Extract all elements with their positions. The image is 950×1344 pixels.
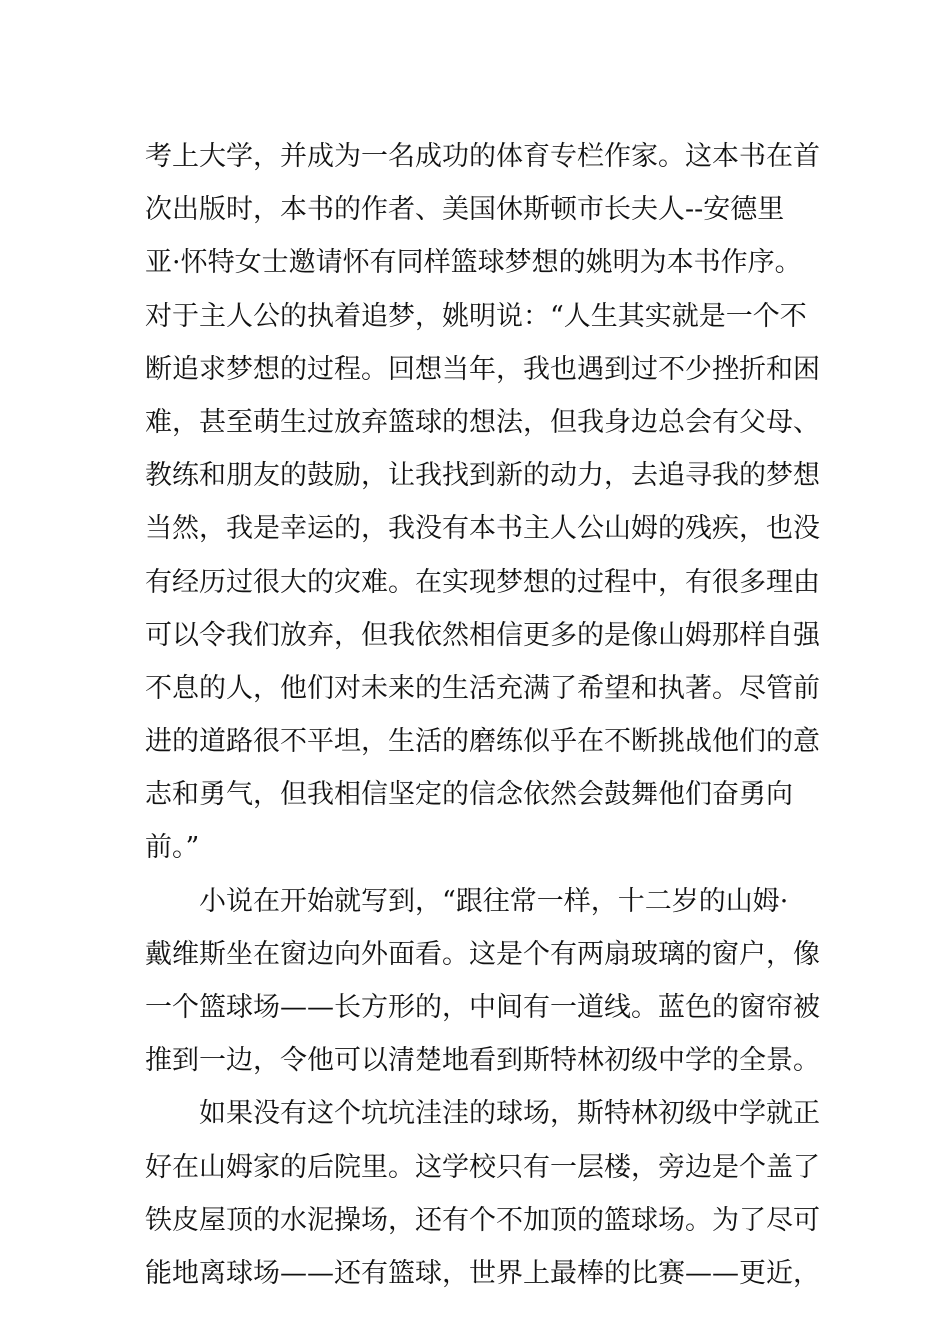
text-line: 不息的人，他们对未来的生活充满了希望和执著。尽管前 — [145, 672, 820, 704]
text-line: 考上大学，并成为一名成功的体育专栏作家。这本书在首 — [145, 141, 820, 172]
text-line: 难，甚至萌生过放弃篮球的想法，但我身边总会有父母、 — [145, 406, 820, 438]
text-line: 断追求梦想的过程。回想当年，我也遇到过不少挫折和困 — [145, 353, 820, 385]
text-line: 铁皮屋顶的水泥操场，还有个不加顶的篮球场。为了尽可 — [145, 1204, 820, 1236]
paragraph-preface-quote — [145, 130, 820, 875]
text-line: 前。” — [145, 832, 200, 864]
text-line: 亚·怀特女士邀请怀有同样篮球梦想的姚明为本书作序。 — [145, 247, 802, 279]
text-line: 教练和朋友的鼓励，让我找到新的动力，去追寻我的梦想 — [145, 460, 820, 492]
body-text — [145, 130, 820, 1300]
text-line: 一个篮球场——长方形的，中间有一道线。蓝色的窗帘被 — [145, 992, 820, 1023]
text-line: 戴维斯坐在窗边向外面看。这是个有两扇玻璃的窗户，像 — [145, 938, 820, 970]
text-line: 能地离球场——还有篮球，世界上最棒的比赛——更近， — [145, 1257, 820, 1289]
text-line: 有经历过很大的灾难。在实现梦想的过程中，有很多理由 — [145, 566, 820, 598]
text-line: 好在山姆家的后院里。这学校只有一层楼，旁边是个盖了 — [145, 1151, 820, 1183]
text-line: 进的道路很不平坦，生活的磨练似乎在不断挑战他们的意 — [145, 726, 820, 758]
text-line: 如果没有这个坑坑洼洼的球场，斯特林初级中学就正 — [145, 1098, 820, 1130]
text-line: 对于主人公的执着追梦，姚明说：“人生其实就是一个不 — [145, 300, 807, 332]
text-line: 次出版时，本书的作者、美国休斯顿市长夫人--安德里 — [145, 194, 785, 226]
paragraph-school-description — [145, 1087, 820, 1300]
text-line: 志和勇气，但我相信坚定的信念依然会鼓舞他们奋勇向 — [145, 779, 793, 811]
text-line: 推到一边，令他可以清楚地看到斯特林初级中学的全景。 — [145, 1045, 820, 1077]
text-line: 当然，我是幸运的，我没有本书主人公山姆的残疾，也没 — [145, 513, 820, 545]
text-line: 可以令我们放弃，但我依然相信更多的是像山姆那样自强 — [145, 619, 820, 651]
paragraph-novel-opening — [145, 875, 820, 1088]
text-line: 小说在开始就写到，“跟往常一样，十二岁的山姆· — [145, 885, 789, 917]
